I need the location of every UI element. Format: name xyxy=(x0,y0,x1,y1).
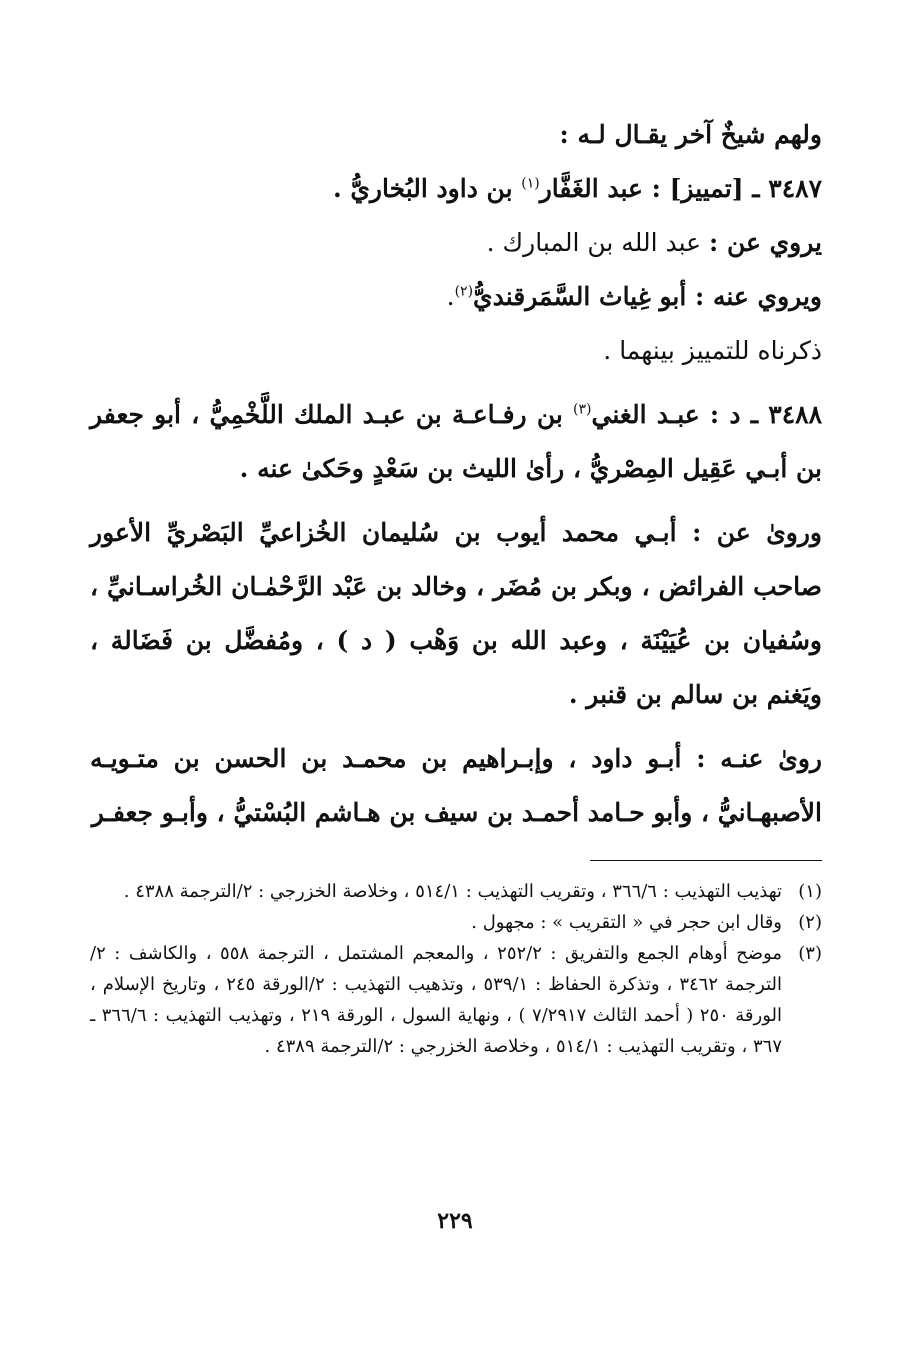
narrated-by-end: . xyxy=(446,282,455,311)
intro-line: ولهم شيخٌ آخر يقـال لـه : xyxy=(559,120,822,149)
entry-3488-narrates-from xyxy=(90,506,822,722)
entry-3487-heading: ٣٤٨٧ ـ [تمييز] : عبد الغَفَّار xyxy=(539,174,822,203)
entry-3488 xyxy=(90,388,822,496)
footnote-ref-1[interactable]: (١) xyxy=(521,175,540,192)
footnote-separator xyxy=(590,860,822,861)
entry-3487 xyxy=(90,162,822,216)
narrates-from-line xyxy=(90,216,822,270)
footnote-1 xyxy=(90,876,822,907)
footnotes xyxy=(90,876,822,1062)
footnote-text: موضح أوهام الجمع والتفريق : ٢٥٢/٢ ، والمعجم المشتمل ، الترجمة ٥٥٨ ، والكاشف : ٢/الترجمة ٣٤٦٢ ، وتذكرة الحفاظ : ٥٣٩/١ ، وتذهيب التهذيب : ٢/الورقة ٢٤٥ ، وتاريخ الإسلام ، الورقة ٢٥٠ ( أحمد الثالث ٧/٢٩١٧ ) ، ونهاية السول ، الورقة ٢١٩ ، وتهذيب التهذيب : ٣٦٦/٦ ـ ٣٦٧ ، وتقريب التهذيب : ٥١٤/١ ، وخلاصة الخزرجي : ٢/الترجمة ٤٣٨٩ . xyxy=(90,943,783,1057)
footnote-3 xyxy=(90,938,822,1062)
narrated-by-line xyxy=(90,270,822,324)
entry-3488-narrates-from-label: وروىٰ عن : xyxy=(692,518,822,547)
entry-3488-rest: بن رفـاعـة بن عبـد الملك اللَّخْمِيُّ ، أبو جعفر بن أبـي عَقِيل المِصْريُّ ، رأىٰ الليث بن سَعْدٍ وحَكىٰ عنه . xyxy=(90,400,822,483)
narrates-from-text: عبد الله بن المبارك . xyxy=(486,228,710,257)
entry-3488-narrated-by-label: روىٰ عنـه : xyxy=(696,744,822,773)
page-number: ٢٢٩ xyxy=(437,1208,473,1234)
footnote-2 xyxy=(90,907,822,938)
footnote-number: (١) xyxy=(798,881,822,902)
entry-3488-narrated-by xyxy=(90,732,822,840)
narrated-by-label: ويروي عنه : xyxy=(695,282,822,311)
narrated-by-text: أبو غِياث السَّمَرقنديُّ xyxy=(473,282,696,311)
entry-3488-narrates-from-text: أبـي محمد أيوب بن سُليمان الخُزاعيِّ البَصْريِّ الأعور صاحب الفرائض ، وبكر بن مُضَر ، وخالد بن عَبْد الرَّحْمٰـان الخُراسـانيِّ ، وسُفيان بن عُيَيْنَة ، وعبد الله بن وَهْب ( د ) ، ومُفضَّل بن فَضَالة ، ويَغنم بن سالم بن قنبر . xyxy=(90,518,822,709)
narrates-from-label: يروي عن : xyxy=(709,228,822,257)
footnote-ref-2[interactable]: (٢) xyxy=(454,283,474,300)
footnote-number: (٢) xyxy=(798,912,822,933)
entry-3488-heading: ٣٤٨٨ ـ د : عبـد الغني xyxy=(591,400,822,429)
entry-3488-narrated-by-text: أبـو داود ، وإبـراهيم بن محمـد بن الحسن بن متـويـه الأصبهـانيُّ ، وأبو حـامد أحمـد بن سيف بن هـاشم البُسْتيُّ ، وأبـو جعفـر xyxy=(90,744,822,827)
footnote-number: (٣) xyxy=(798,943,822,964)
footnote-text: وقال ابن حجر في « التقريب » : مجهول . xyxy=(471,912,782,933)
footnote-ref-3[interactable]: (٣) xyxy=(573,401,592,418)
entry-3487-rest: بن داود البُخاريُّ . xyxy=(332,174,522,203)
distinction-note: ذكرناه للتمييز بينهما . xyxy=(603,336,822,365)
footnote-text: تهذيب التهذيب : ٣٦٦/٦ ، وتقريب التهذيب : ٥١٤/١ ، وخلاصة الخزرجي : ٢/الترجمة ٤٣٨٨ . xyxy=(123,881,782,902)
main-text xyxy=(90,108,822,840)
